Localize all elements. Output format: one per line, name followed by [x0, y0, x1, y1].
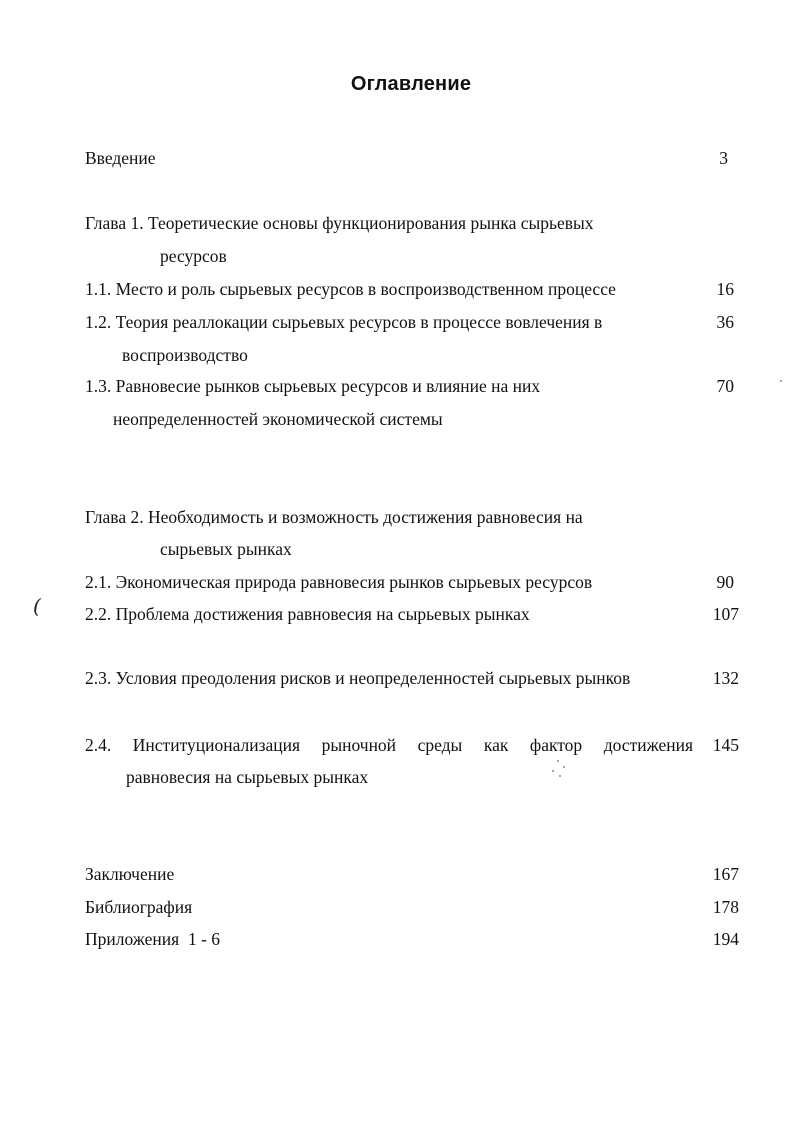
page-title: Оглавление: [350, 73, 472, 95]
section-2-1-page: 90: [716, 572, 734, 592]
toc-appendix-label: Приложения 1 - 6: [85, 929, 221, 949]
section-1-2-line2: воспроизводство: [122, 345, 248, 365]
scan-speck: [780, 380, 782, 382]
toc-conclusion-page: 167: [712, 864, 739, 884]
section-2-4-line1: 2.4. Институционализация рыночной среды как фактор достижения: [85, 735, 693, 755]
toc-intro-page: 3: [719, 148, 728, 168]
section-2-3-label: 2.3. Условия преодоления рисков и неопределенностей сырьевых рынков: [85, 668, 631, 688]
section-1-1-page: 16: [716, 279, 734, 299]
toc-intro-label: Введение: [85, 148, 156, 168]
section-1-1-label: 1.1. Место и роль сырьевых ресурсов в воспроизводственном процессе: [85, 279, 616, 299]
section-2-4-page: 145: [712, 735, 739, 755]
chapter-2-title-line1: Глава 2. Необходимость и возможность достижения равновесия на: [85, 507, 583, 527]
section-1-2-line1: 1.2. Теория реаллокации сырьевых ресурсов в процессе вовлечения в: [85, 312, 603, 332]
toc-bibliography-label: Библиография: [85, 897, 193, 917]
toc-conclusion-label: Заключение: [85, 864, 175, 884]
chapter-1-title-line1: Глава 1. Теоретические основы функционирования рынка сырьевых: [85, 213, 594, 233]
margin-pencil-mark: (: [33, 594, 41, 618]
section-1-3-page: 70: [716, 376, 734, 396]
section-1-2-page: 36: [716, 312, 734, 332]
scan-speck: [552, 770, 554, 772]
section-1-3-line1: 1.3. Равновесие рынков сырьевых ресурсов и влияние на них: [85, 376, 541, 396]
toc-bibliography-page: 178: [712, 897, 739, 917]
chapter-2-title-line2: сырьевых рынках: [160, 539, 292, 559]
scan-speck: [559, 775, 561, 777]
section-2-1-label: 2.1. Экономическая природа равновесия рынков сырьевых ресурсов: [85, 572, 593, 592]
section-2-3-page: 132: [712, 668, 739, 688]
section-2-2-label: 2.2. Проблема достижения равновесия на сырьевых рынках: [85, 604, 530, 624]
section-2-2-page: 107: [712, 604, 739, 624]
section-2-4-line2: равновесия на сырьевых рынках: [126, 767, 369, 787]
scan-speck: [563, 766, 565, 768]
scan-speck: [557, 760, 559, 762]
toc-appendix-page: 194: [712, 929, 739, 949]
section-1-3-line2: неопределенностей экономической системы: [113, 409, 443, 429]
chapter-1-title-line2: ресурсов: [160, 246, 227, 266]
